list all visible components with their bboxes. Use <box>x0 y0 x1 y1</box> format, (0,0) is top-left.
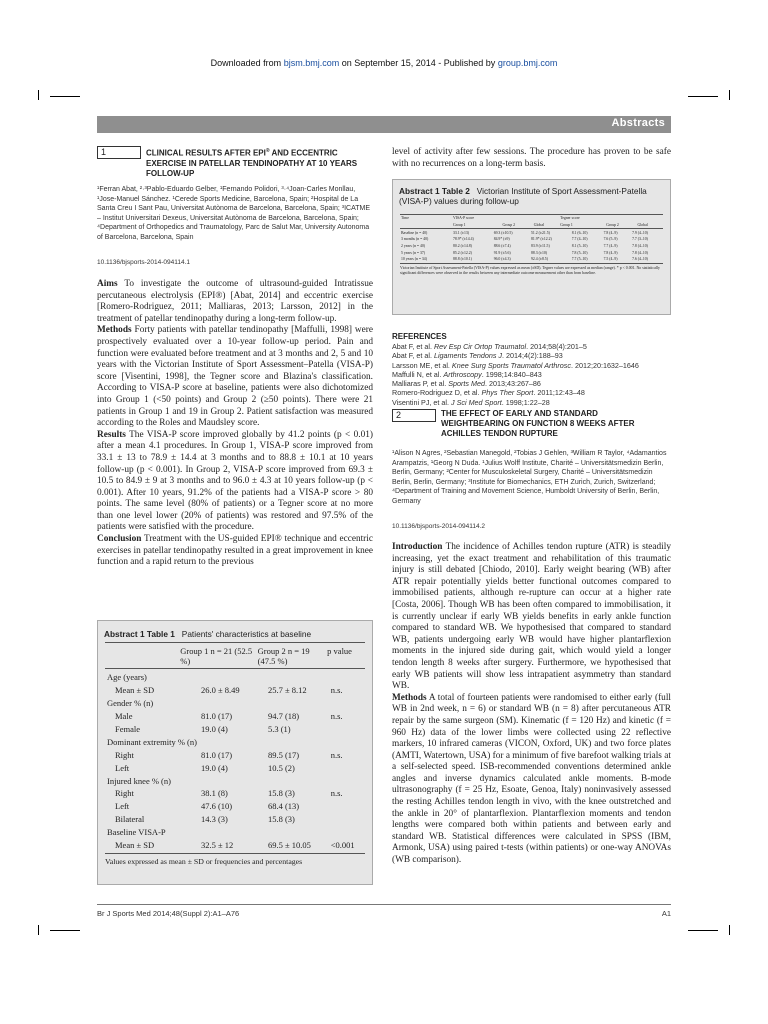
table-cell: 69.3 (±10.5) <box>493 230 513 235</box>
table-rule <box>105 668 365 669</box>
table-cell: Age (years) <box>107 672 147 683</box>
footer-citation: Br J Sports Med 2014;48(Suppl 2):A1–A76 <box>97 909 240 918</box>
crop-mark <box>688 96 718 97</box>
table-header-cell: Group 2 n = 19 (47.5 %) <box>257 646 310 666</box>
methods-label: Methods <box>97 325 132 336</box>
crop-mark <box>729 925 730 935</box>
table-row <box>105 710 365 723</box>
reference-journal: Knee Surg Sports Traumatol Arthrosc <box>451 360 571 370</box>
table-row <box>105 813 365 826</box>
article-body <box>97 279 373 569</box>
table-row <box>105 826 365 839</box>
table-cell <box>199 735 266 748</box>
table-cell: Male <box>115 711 133 722</box>
reference-item <box>392 398 671 407</box>
download-middle: on September 15, 2014 - Published by <box>339 58 498 68</box>
reference-details: . 2013;43:267–86 <box>484 379 541 389</box>
table-cell: 8.1 (5–10) <box>571 244 588 249</box>
site-link[interactable]: bjsm.bmj.com <box>283 58 340 68</box>
table-cell: 19.0 (4) <box>200 762 228 773</box>
table-cell: 10.5 (2) <box>267 762 295 773</box>
reference-journal: J Sci Med Sport <box>451 397 502 407</box>
reference-authors: Romero-Rodriguez D, et al. <box>392 388 482 398</box>
article-continuation: level of activity after few sessions. The procedure has proven to be safe with no recurrences on a long-term basis. <box>392 147 671 169</box>
table-cell: 7.8 (4–9) <box>603 230 618 235</box>
table-cell: 7.6 (4–10) <box>632 257 648 262</box>
table-cell: 84.9* (±9) <box>493 237 510 242</box>
article-doi: 10.1136/bjsports-2014-094114.2 <box>392 523 485 530</box>
table-cell <box>266 671 329 684</box>
table-header-cell: Global <box>637 223 648 228</box>
table-cell: Left <box>115 762 130 773</box>
table-cell: 3 months (n = 40) <box>401 237 429 242</box>
table-cell: Gender % (n) <box>107 698 154 709</box>
crop-mark <box>729 90 730 100</box>
table-cell: <0.001 <box>330 840 355 851</box>
table-cell: 88.3 (±10) <box>531 250 548 255</box>
table-cell <box>329 813 365 826</box>
table-cell: 38.1 (8) <box>200 788 228 799</box>
table-cell: 47.6 (10) <box>200 801 233 812</box>
download-prefix: Downloaded from <box>210 58 284 68</box>
article-doi: 10.1136/bjsports-2014-094114.1 <box>97 259 190 266</box>
introduction-label: Introduction <box>392 542 443 552</box>
table-cell: 7.8 (4–10) <box>632 244 648 249</box>
table-cell: Left <box>115 801 130 812</box>
article-title <box>146 146 373 179</box>
table-cell: Right <box>115 749 134 760</box>
table-2 <box>392 179 671 315</box>
reference-journal: Ligaments Tendons J <box>433 351 503 361</box>
table-header-cell <box>105 646 178 666</box>
table-header-row <box>105 646 365 666</box>
table-header-cell: Group 1 <box>453 223 466 228</box>
table-cell <box>266 697 329 710</box>
table-cell: 7.7 (5–10) <box>571 257 588 262</box>
table-cell: Injured knee % (n) <box>107 775 171 786</box>
table-cell: Baseline VISA-P <box>107 827 166 838</box>
table-cell: 25.7 ± 8.12 <box>267 685 307 696</box>
article-title: THE EFFECT OF EARLY AND STANDARD WEIGHTBEARING ON FUNCTION 8 WEEKS AFTER ACHILLES TENDON RUPTURE <box>441 409 635 438</box>
table-cell <box>329 723 365 736</box>
introduction-text: The incidence of Achilles tendon rupture (ATR) is steadily increasing, yet the exact treatment and rehabilitation of this traumatic injury is still debated [Chiodo, 2010]. Early weight bearing (WB) after ATR repair potentially yields better functional outcomes compared to immobilised patients, although re-rupture can occur at a higher rate [Costa, 2006]. Though WB has been often compared to immobilisation, it is currently unclear if early WB yields benefits in early ankle function compared to standard WB. We hypothesised that compared to standard WB, patients undergoing early WB would have higher plantarflexion moments in the injured side during gait, which would yield a longer tendon length 8 weeks after surgery. Furthermore, we hypothesised that early WB patients will show less intrapatient asymmetry than standard WB. <box>392 542 671 692</box>
table-row <box>105 671 365 684</box>
table-cell: 2 years (n = 40) <box>401 244 426 249</box>
table-row <box>400 256 663 263</box>
reference-authors: Malliaras P, et al. <box>392 379 449 389</box>
table-cell <box>329 826 365 839</box>
table-cell: 81.0 (17) <box>200 711 233 722</box>
table-cell <box>199 697 266 710</box>
table-cell: Right <box>115 788 134 799</box>
table-cell: 5 years (n = 37) <box>401 250 426 255</box>
reference-item <box>392 370 671 379</box>
references-heading: REFERENCES <box>392 332 447 341</box>
table-cell <box>329 735 365 748</box>
table-rule <box>105 642 365 643</box>
section-label: Abstracts <box>611 117 665 129</box>
table-cell <box>266 774 329 787</box>
table-cell <box>329 697 365 710</box>
table-cell: n.s. <box>330 711 343 722</box>
table-cell: 7.5 (4–9) <box>603 257 618 262</box>
reference-item <box>392 388 671 397</box>
table-2-title: Victorian Institute of Sport Assessment-Patella (VISA-P) values during follow-up <box>399 186 647 206</box>
table-header-cell: Group 1 n = 21 (52.5 %) <box>180 646 253 666</box>
table-cell: Female <box>115 724 141 734</box>
reference-item <box>392 379 671 388</box>
table-cell: 5.3 (1) <box>267 724 291 734</box>
reference-details: . 2014;4(2):188–93 <box>502 351 563 361</box>
table-row <box>105 697 365 710</box>
conclusion-text: Treatment with the US-guided EPI® technique and eccentric exercises in patellar tendinopathy resulted in a great improvement in knee function and a rapid return to the previous <box>97 534 373 568</box>
table-row <box>400 249 663 256</box>
table-cell: 85.2 (±12.2) <box>453 250 472 255</box>
table-row <box>105 735 365 748</box>
table-header-cell: Group 2 <box>502 223 516 228</box>
results-text: The VISA-P score improved globally by 41.2 points (p < 0.01) after a mean 4.1 procedures. In Group 1, VISA-P score improved from 33.1 ± 13 to 78.9 ± 14.4 at 3 months and to 88.8 ± 10.1 at 10 years follow-up (p < 0.001). In Group 2, VISA-P score improved from 69.3 ± 10.5 to 84.9 ± 9 at 3 months and to 96.0 ± 4.3 at 10 years follow-up (p < 0.001). After 10 years, 91.2% of the patients had a VISA-P score > 80 points. The same level (80% of patients) or a Tegner score at no more than one level lower (20% of patients) was restored and 97.5% of the patients were satisfied with the procedure. <box>97 429 373 533</box>
table-cell: 7.7 (4–10) <box>571 237 588 242</box>
article-authors: ¹Alison N Agres, ²Sebastian Manegold, ²Tobias J Gehlen, ³William R Taylor, ⁴Adamantios Arampatzis, ¹Georg N Duda. ¹Julius Wolff Institute, Charité – Universitätsmedizin Berlin, Berlin, Germany; ²Center for Musculoskeletal Surgery, Charité – Universitätsmedizin Berlin, Berlin, Germany; ³Institute for Biomechanics, ETH Zurich, Zurich, Switzerland; ⁴Department of Training and Movement Science, Humboldt University of Berlin, Berlin, Germany <box>392 450 667 505</box>
reference-journal: Rev Esp Cir Ortop Traumatol <box>433 342 527 351</box>
table-cell <box>199 774 266 787</box>
table-cell <box>329 671 365 684</box>
crop-mark <box>50 96 80 97</box>
table-cell: 96.0 (±4.3) <box>493 257 511 262</box>
article-number-box: 1 <box>97 146 141 159</box>
table-cell: 14.3 (3) <box>200 814 228 825</box>
table-1-title: Patients' characteristics at baseline <box>181 629 312 639</box>
reference-authors: Abat F, et al. <box>392 351 434 361</box>
table-cell: 83.9 (±11.5) <box>531 244 550 249</box>
table-row <box>400 229 663 236</box>
table-cell: 7.8 (4–9) <box>603 250 618 255</box>
reference-details: . 1998;14:840–843 <box>481 369 542 379</box>
reference-item <box>392 351 671 360</box>
table-row <box>105 748 365 761</box>
table-1-body <box>105 646 365 866</box>
crop-mark <box>50 930 80 931</box>
table-header-cell <box>533 215 559 222</box>
reference-details: . 2014;58(4):201–5 <box>526 342 587 351</box>
table-header-row <box>400 215 663 222</box>
table-header-cell: VISA-P score <box>453 216 475 221</box>
table-cell: 81.9* (±12.2) <box>531 237 552 242</box>
table-cell: n.s. <box>330 685 343 696</box>
table-cell: 81.0 (17) <box>200 749 233 760</box>
table-cell: n.s. <box>330 788 343 799</box>
article-body <box>392 542 671 867</box>
table-cell: 7.7 (3–10) <box>632 237 648 242</box>
table-1-caption <box>98 621 372 639</box>
table-cell: 88.8 (±10.1) <box>453 257 472 262</box>
table-cell: 33.1 (±13) <box>453 230 470 235</box>
reference-journal: Sports Med <box>448 379 485 389</box>
footer-page-number: A1 <box>661 909 671 918</box>
reference-authors: Abat F, et al. <box>392 342 434 351</box>
reference-journal: Arthroscopy <box>443 369 482 379</box>
table-header-cell: Time <box>401 216 409 221</box>
table-cell: 51.2 (±21.5) <box>531 230 550 235</box>
table-2-caption <box>393 180 670 206</box>
table-cell: Baseline (n = 40) <box>401 230 428 235</box>
title-rest: AND ECCENTRIC EXERCISE IN PATELLAR TENDINOPATHY AT 10 YEARS FOLLOW-UP <box>146 148 358 178</box>
table-cell: 15.8 (3) <box>267 788 295 799</box>
reference-item <box>392 342 671 351</box>
table-rule <box>105 853 365 854</box>
crop-mark <box>688 930 718 931</box>
table-cell: 78.9* (±14.4) <box>453 237 474 242</box>
table-cell: 7.7 (4–9) <box>603 244 618 249</box>
table-cell: 7.9 (4–10) <box>632 230 648 235</box>
table-header-cell: Group 2 <box>606 223 619 228</box>
table-cell <box>199 826 266 839</box>
table-row <box>105 800 365 813</box>
table-cell <box>266 826 329 839</box>
table-cell <box>329 774 365 787</box>
table-cell: 7.8 (4–10) <box>632 250 648 255</box>
table-cell <box>199 671 266 684</box>
reference-authors: Maffulli N, et al. <box>392 369 444 379</box>
table-cell: 7.6 (5–9) <box>603 237 618 242</box>
table-header-cell <box>501 215 532 222</box>
results-label: Results <box>97 429 126 440</box>
table-cell: 92.4 (±8.5) <box>531 257 548 262</box>
table-cell: 69.5 ± 10.05 <box>267 840 311 851</box>
methods-text: A total of fourteen patients were randomised to either early (full WB in 2nd week, n = 6) or standard WB (n = 8) after percutaneous ATR repair by the same surgeon (SM). Kinematic (f = 120 Hz) and kinetic (f = 960 Hz) data of the lower limbs were collected using 22 reflective markers, 10 infrared cameras (VICON, Oxford, UK) and two force plates (AMTI, Watertown, USA) for a minimum of five barefoot walking trials at a self-selected speed. ISB-recommended conventions determined ankle angles and inverse dynamics calculated ankle moments. B-mode ultrasonography (f = 25 Hz, Esoate, Genoa, Italy) noninvasively assessed the resting Achilles tendon length in vivo, with the knee outstretched and the ankle in 20° of plantarflexion. Plantarflexion moments and tendon lengths were compared both within patients and between early and standard WB. Statistical differences were calculated in SPSS (IBM, Armonk, USA) using paired t-tests (within patients) or one-way ANOVAs (WB comparison). <box>392 692 671 866</box>
table-cell: 88.6 (±7.4) <box>493 244 511 249</box>
table-row <box>105 684 365 697</box>
table-cell: 10 years (n = 34) <box>401 257 427 262</box>
table-cell: 94.7 (18) <box>267 711 300 722</box>
table-header-cell: Global <box>533 223 545 228</box>
reference-item <box>392 361 671 370</box>
table-cell: n.s. <box>330 749 343 760</box>
section-header-bar <box>97 116 671 133</box>
table-row <box>105 787 365 800</box>
crop-mark <box>38 90 39 100</box>
conclusion-label: Conclusion <box>97 534 142 545</box>
table-cell: Dominant extremity % (n) <box>107 736 197 747</box>
table-cell: 26.0 ± 8.49 <box>200 685 240 696</box>
references-list <box>392 342 671 407</box>
reference-authors: Larsson ME, et al. <box>392 360 452 370</box>
table-cell: 32.5 ± 12 <box>200 840 234 851</box>
table-cell: 8.1 (6–10) <box>571 230 588 235</box>
table-cell: Bilateral <box>115 814 145 825</box>
table-rule <box>400 263 663 264</box>
table-cell: 15.8 (3) <box>267 814 295 825</box>
article-authors: ¹Ferran Abat, ²·³Pablo-Eduardo Gelber, ¹Fernando Polidori, ³·⁴Joan-Carles Monllau, ¹Jose-Manuel Sánchez. ¹Cerede Sports Medicine, Barcelona, Spain; ²Hospital de La Santa Creu I Sant Pau, Universitat Autònoma de Barcelona, Barcelona, Spain; ³ICATME – Institut Universitari Dexeus, Universitat Autònoma de Barcelona, Barcelona, Spain; ⁴Department of Orthopedics and Traumatology, Parc de Salut Mar, University Autonoma of Barcelona, Barcelona, Spain <box>97 186 371 241</box>
table-cell: 7.8 (5–10) <box>571 250 588 255</box>
table-2-body <box>400 214 663 276</box>
article-number-box: 2 <box>392 409 436 422</box>
table-cell: 91.9 (±5.6) <box>493 250 511 255</box>
table-header-cell: Tegner score <box>560 216 580 221</box>
reference-journal: Phys Ther Sport <box>481 388 534 398</box>
table-cell: Mean ± SD <box>115 840 155 851</box>
table-1 <box>97 620 373 885</box>
table-cell: 19.0 (4) <box>200 724 228 734</box>
table-header-cell <box>400 222 452 229</box>
download-notice <box>0 58 768 68</box>
methods-text: Forty patients with patellar tendinopathy [Maffulli, 1998] were prospectively evaluated over a 10-year follow-up period. Pain and function were evaluated before treatment and at 3 months and 2, 5 and 10 years with the Victorian Institute of Sport Assessment–Patella (VISA-P) score [Visentini, 1998], the Tegner score and Blazina's classification. According to VISA-P score at baseline, patients were also dichotomized into Group 1 (<50 points) and Group 2 (≥50 points). There were 21 patients in Group 1 and 19 in Group 2. Patient satisfaction was measured according to the Roles and Maudsley score. <box>97 325 373 429</box>
reference-details: . 1998;1:22–28 <box>501 397 550 407</box>
table-header-cell: p value <box>327 646 352 656</box>
table-cell: 89.5 (17) <box>267 749 300 760</box>
table-1-footnote: Values expressed as mean ± SD or frequencies and percentages <box>105 857 303 867</box>
table-row <box>105 774 365 787</box>
table-row <box>105 761 365 774</box>
table-row <box>105 839 365 852</box>
table-2-label: Abstract 1 Table 2 <box>399 186 470 196</box>
table-cell <box>329 761 365 774</box>
table-1-label: Abstract 1 Table 1 <box>104 629 175 639</box>
title-main: CLINICAL RESULTS AFTER EPI <box>146 148 266 158</box>
table-row <box>400 236 663 243</box>
table-cell <box>329 800 365 813</box>
table-cell: 80.2 (±14.8) <box>453 244 472 249</box>
reference-authors: Visentini PJ, et al. <box>392 397 451 407</box>
table-row <box>105 723 365 736</box>
publisher-link[interactable]: group.bmj.com <box>497 58 558 68</box>
table-cell: 68.4 (13) <box>267 801 300 812</box>
table-2-footnote: Victorian Institute of Sport Assessment-Patella (VISA-P) values expressed as mean (±SD). Tegner values are expressed as median (range). * p < 0.001. No statistically significant differences were observed in the results between any intermediate outcome measurement other than from baseline. <box>400 265 660 275</box>
table-header-cell <box>605 215 636 222</box>
table-cell <box>266 735 329 748</box>
table-1-header <box>105 646 365 666</box>
footer-rule <box>97 904 671 905</box>
table-header-cell <box>636 215 663 222</box>
table-header-row <box>400 222 663 229</box>
table-cell: Mean ± SD <box>115 685 155 696</box>
reference-details: . 2012;20:1632–1646 <box>570 360 639 370</box>
table-row <box>400 243 663 250</box>
crop-mark <box>38 925 39 935</box>
reference-details: . 2011;12:43–48 <box>533 388 585 398</box>
aims-text: To investigate the outcome of ultrasound-guided Intratissue percutaneous electrolysis (EPI®) [Abat, 2014] and eccentric exercise [Romero-Rodriguez, 2011; Malliaras, 2013; Larsson, 2012] in the treatment of patellar tendinopathy during a long-term follow-up. <box>97 279 373 324</box>
aims-label: Aims <box>97 279 118 289</box>
table-header-cell: Group 1 <box>560 223 573 228</box>
methods-label: Methods <box>392 692 427 703</box>
title-superscript: ® <box>265 148 270 154</box>
